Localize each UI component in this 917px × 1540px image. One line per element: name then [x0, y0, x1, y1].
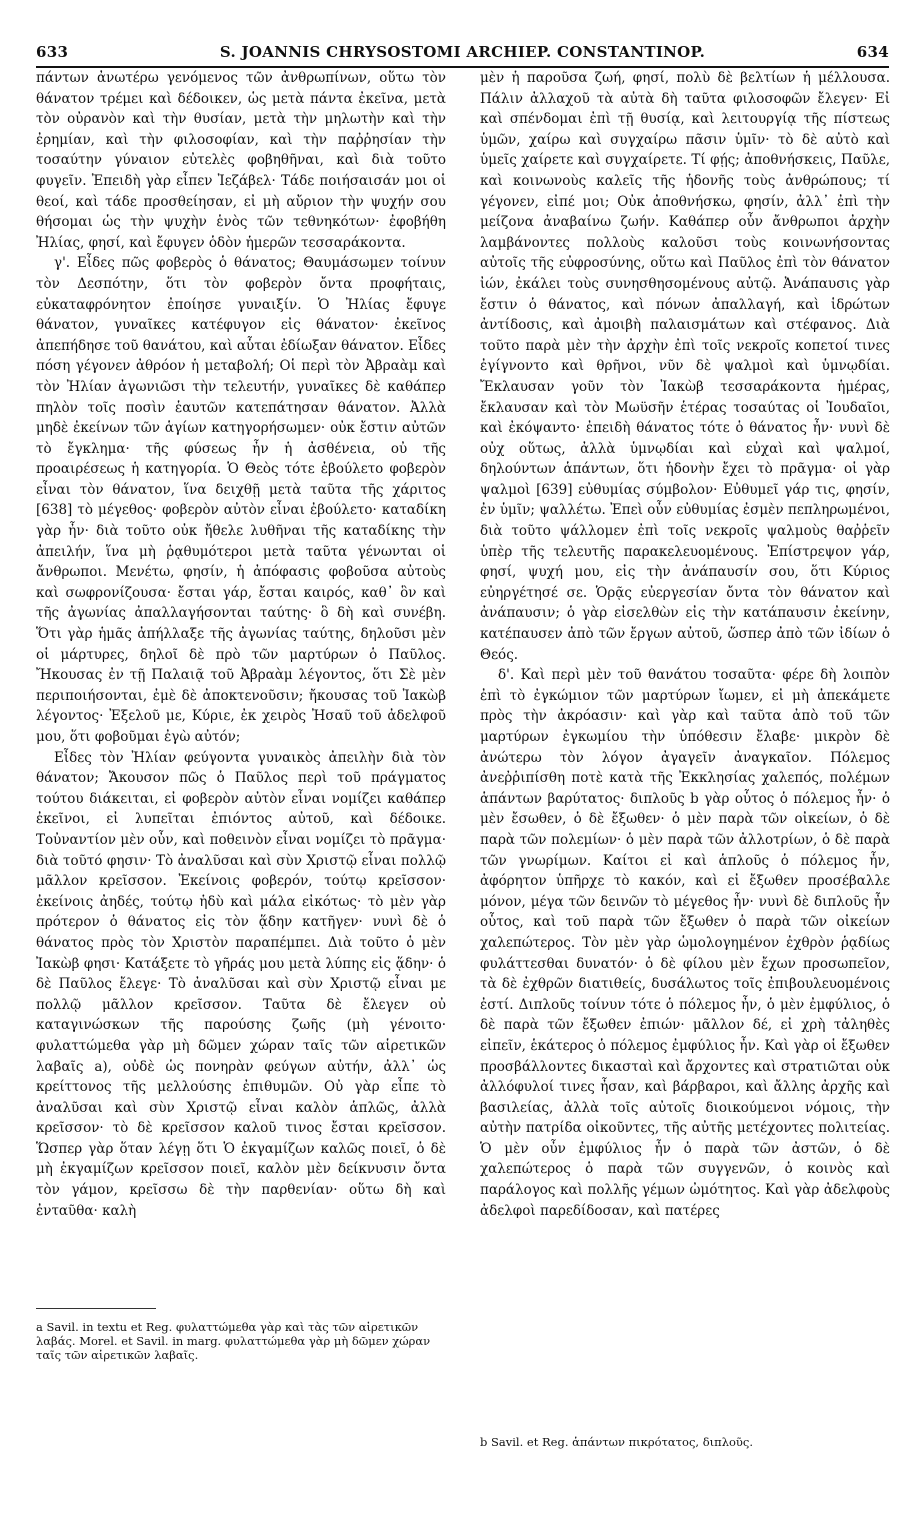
right-column: [480, 68, 890, 1221]
running-header: [36, 40, 889, 64]
page-number-right: 634: [856, 43, 889, 61]
page-number-left: 633: [36, 43, 69, 61]
footnote-rule: [36, 1308, 156, 1309]
footnote-a: a Savil. in textu et Reg. φυλαττώμεθα γὰρ καὶ τὰς τῶν αἱρετικῶν λαβάς. Morel. et Savil. in marg. φυλαττώμεθα γὰρ μὴ δῶμεν χώραν ταῖς τῶν αἱρετικῶν λαβαῖς.: [36, 1320, 431, 1362]
running-title: S. JOANNIS CHRYSOSTOMI ARCHIEP. CONSTANTINOP.: [219, 43, 706, 61]
footnote-b: b Savil. et Reg. ἁπάντων πικρότατος, διπλοῦς.: [480, 1435, 753, 1449]
right-paragraph-2: δ'. Καὶ περὶ μὲν τοῦ θανάτου τοσαῦτα· φέρε δὴ λοιπὸν ἐπὶ τὸ ἐγκώμιον τῶν μαρτύρων ἴωμεν, εἰ μὴ ἀπεκάμετε πρὸς τὴν ἀκρόασιν· καὶ γὰρ καὶ ταῦτα ἀπὸ τοῦ τῶν μαρτύρων ἐγκωμίου τὴν ὑπόθεσιν ἔλαβε· μικρὸν δὲ ἀνώτερω τὸν λόγον ἀγαγεῖν ἀναγκαῖον. Πόλεμος ἀνεῤῥιπίσθη ποτὲ κατὰ τῆς Ἐκκλησίας χαλεπός, πολέμων ἁπάντων βαρύτατος· διπλοῦς b γὰρ οὗτος ὁ πόλεμος ἦν· ὁ μὲν ἔσωθεν, ὁ δὲ ἔξωθεν· ὁ μὲν παρὰ τῶν οἰκείων, ὁ δὲ παρὰ τῶν πολεμίων· ὁ μὲν παρὰ τῶν ἀλλοτρίων, ὁ δὲ παρὰ τῶν γνωρίμων. Καίτοι εἰ καὶ ἁπλοῦς ὁ πόλεμος ἦν, ἀφόρητον ὑπῆρχε τὸ κακόν, καὶ εἰ ἔξωθεν προσέβαλλε μόνον, μέγα τῶν δεινῶν τὸ μέγεθος ἦν· νυνὶ δὲ διπλοῦς ἦν οὗτος, καὶ τοῦ παρὰ τῶν ἔξωθεν ὁ παρὰ τῶν οἰκείων χαλεπώτερος. Τὸν μὲν γὰρ ὡμολογημένον ἐχθρὸν ῥᾳδίως φυλάττεσθαι δυνατόν· ὁ δὲ φίλου μὲν ἔχων προσωπεῖον, τὰ δὲ ἐχθρῶν διατιθείς, δυσάλωτος τοῖς ἐπιβουλευομένοις ἐστί. Διπλοῦς τοίνυν τότε ὁ πόλεμος ἦν, ὁ μὲν ἐμφύλιος, ὁ δὲ παρὰ τῶν ἔξωθεν ἐπιών· μᾶλλον δέ, εἰ χρὴ τἀληθὲς εἰπεῖν, ἑκάτερος ὁ πόλεμος ἐμφύλιος ἦν. Καὶ γὰρ οἱ ἔξωθεν προσβάλλοντες δικασταὶ καὶ ἄρχοντες καὶ στρατιῶται οὐκ ἀλλόφυλοί τινες ἦσαν, καὶ βάρβαροι, καὶ ἄλλης ἀρχῆς καὶ βασιλείας, ἀλλὰ τοῖς αὐτοῖς διοικούμενοι νόμοις, τὴν αὐτὴν πατρίδα οἰκοῦντες, τῆς αὐτῆς μετέχοντες πολιτείας. Ὁ μὲν οὖν ἐμφύλιος ἦν ὁ παρὰ τῶν ἀστῶν, ὁ δὲ χαλεπώτερος ὁ παρὰ τῶν συγγενῶν, ὁ κοινὸς καὶ παράλογος καὶ πολλῆς γέμων ὠμότητος. Καὶ γὰρ ἀδελφοὺς ἀδελφοὶ παρεδίδοσαν, καὶ πατέρες: [480, 667, 890, 1219]
left-column: [36, 68, 446, 1221]
right-paragraph-1: μὲν ἡ παροῦσα ζωή, φησί, πολὺ δὲ βελτίων ἡ μέλλουσα. Πάλιν ἀλλαχοῦ τὰ αὐτὰ δὴ ταῦτα φιλοσοφῶν ἔλεγεν· Εἰ καὶ σπένδομαι ἐπὶ τῇ θυσίᾳ, καὶ λειτουργίᾳ τῆς πίστεως ὑμῶν, χαίρω καὶ συγχαίρω πᾶσιν ὑμῖν· τὸ δὲ αὐτὸ καὶ ὑμεῖς χαίρετε καὶ συγχαίρετε. Τί φῄς; ἀποθνήσκεις, Παῦλε, καὶ κοινωνοὺς καλεῖς τῆς ἡδονῆς τοὺς ἀνθρώπους; τί γέγονεν, εἰπέ μοι; Οὐκ ἀποθνήσκω, φησίν, ἀλλ᾽ ἐπὶ τὴν μείζονα ἀναβαίνω ζωήν. Καθάπερ οὖν ἄνθρωποι ἀρχὴν λαμβάνοντες πολλοὺς καλοῦσι τοὺς κοινωνήσοντας αὐτοῖς τῆς εὐφροσύνης, οὕτω καὶ Παῦλος ἐπὶ τὸν θάνατον ἰών, ἐκάλει τοὺς συνησθησομένους αὐτῷ. Ἀνάπαυσις γὰρ ἔστιν ὁ θάνατος, καὶ πόνων ἀπαλλαγή, καὶ ἱδρώτων ἀντίδοσις, καὶ ἀμοιβὴ παλαισμάτων καὶ στέφανος. Διὰ τοῦτο παρὰ μὲν τὴν ἀρχὴν ἐπὶ τοῖς νεκροῖς κοπετοί τινες ἐγίγνοντο καὶ θρῆνοι, νῦν δὲ ψαλμοὶ καὶ ὑμνῳδίαι. Ἔκλαυσαν γοῦν τὸν Ἰακὼβ τεσσαράκοντα ἡμέρας, ἔκλαυσαν καὶ τὸν Μωϋσῆν ἑτέρας τοσαύτας οἱ Ἰουδαῖοι, καὶ ἐκόψαντο· ἐπειδὴ θάνατος τότε ὁ θάνατος ἦν· νυνὶ δὲ οὐχ οὕτως, ἀλλὰ ὑμνῳδίαι καὶ εὐχαὶ καὶ ψαλμοί, δηλούντων ἁπάντων, ὅτι ἡδονὴν ἔχει τὸ πρᾶγμα· οἱ γὰρ ψαλμοὶ [639] εὐθυμίας σύμβολον· Εὐθυμεῖ γάρ τις, φησίν, ἐν ὑμῖν; ψαλλέτω. Ἐπεὶ οὖν εὐθυμίας ἐσμὲν πεπληρωμένοι, διὰ τοῦτο ψάλλομεν ἐπὶ τοῖς νεκροῖς ψαλμοὺς θαῤῥεῖν ὑπὲρ τῆς τελευτῆς παρακελευομένους. Ἐπίστρεψον γάρ, φησί, ψυχή μου, εἰς τὴν ἀνάπαυσίν σου, ὅτι Κύριος εὐηργέτησέ σε. Ὁρᾷς εὐεργεσίαν ὄντα τὸν θάνατον καὶ ἀνάπαυσιν; ὁ γὰρ εἰσελθὼν εἰς τὴν κατάπαυσιν ἐκείνην, κατέπαυσεν ἀπὸ τῶν ἔργων αὐτοῦ, ὥσπερ ἀπὸ τῶν ἰδίων ὁ Θεός.: [480, 70, 890, 663]
left-paragraph-2: γ'. Εἶδες πῶς φοβερὸς ὁ θάνατος; Θαυμάσωμεν τοίνυν τὸν Δεσπότην, ὅτι τὸν φοβερὸν ὄντα προφήταις, εὐκαταφρόνητον ἐποίησε γυναιξίν. Ὁ Ἠλίας ἔφυγε θάνατον, γυναῖκες κατέφυγον εἰς θάνατον· ἐκεῖνος ἀπεπήδησε τοῦ θανάτου, καὶ αὗται ἐδίωξαν θάνατον. Εἶδες πόση γέγονεν ἀθρόον ἡ μεταβολή; Οἱ περὶ τὸν Ἀβραὰμ καὶ τὸν Ἠλίαν ἀγωνιῶσι τὴν τελευτήν, γυναῖκες δὲ καθάπερ πηλὸν τοῖς ποσὶν ἑαυτῶν κατεπάτησαν θάνατον. Ἀλλὰ μηδὲ ἐκείνων τῶν ἁγίων κατηγορήσωμεν· οὐκ ἔστιν αὐτῶν τὸ ἔγκλημα· τῆς φύσεως ἦν ἡ ἀσθένεια, οὐ τῆς προαιρέσεως ἡ κατηγορία. Ὁ Θεὸς τότε ἐβούλετο φοβερὸν εἶναι τὸν θάνατον, ἵνα δειχθῇ μετὰ ταῦτα τῆς χάριτος [638] τὸ μέγεθος· φοβερὸν αὐτὸν εἶναι ἐβούλετο· καταδίκη γὰρ ἦν· διὰ τοῦτο οὐκ ἤθελε λυθῆναι τῆς καταδίκης τὴν ἀπειλήν, ἵνα μὴ ῥᾳθυμότεροι μετὰ ταῦτα γένωνται οἱ ἄνθρωποι. Μενέτω, φησίν, ἡ ἀπόφασις φοβοῦσα αὐτοὺς καὶ σωφρονίζουσα· ἔσται γάρ, ἔσται καιρός, καθ᾽ ὃν καὶ τῆς ἀγωνίας ἀπαλλαγήσονται ταύτης· ὃ δὴ καὶ συνέβη. Ὅτι γὰρ ἡμᾶς ἀπήλλαξε τῆς ἀγωνίας ταύτης, δηλοῦσι μὲν οἱ μάρτυρες, δηλοῖ δὲ πρὸ τῶν μαρτύρων ὁ Παῦλος. Ἤκουσας ἐν τῇ Παλαιᾷ τοῦ Ἀβραὰμ λέγοντος, ὅτι Σὲ μὲν περιποιήσονται, ἐμὲ δὲ ἀποκτενοῦσιν; ἤκουσας τοῦ Ἰακὼβ λέγοντος· Ἐξελοῦ με, Κύριε, ἐκ χειρὸς Ἠσαῦ τοῦ ἀδελφοῦ μου, ὅτι φοβοῦμαι ἐγὼ αὐτόν;: [36, 255, 446, 745]
left-paragraph-1: πάντων ἀνωτέρω γενόμενος τῶν ἀνθρωπίνων, οὕτω τὸν θάνατον τρέμει καὶ δέδοικεν, ὡς μετὰ πάντα ἐκεῖνα, μετὰ τὸν οὐρανὸν καὶ τὴν θυσίαν, μετὰ τὴν μηλωτὴν καὶ τὴν ἐρημίαν, καὶ τὴν φιλοσοφίαν, καὶ τὴν παῤῥησίαν τὴν τοσαύτην γύναιον εὐτελὲς φοβηθῆναι, καὶ διὰ τοῦτο φυγεῖν. Ἐπειδὴ γὰρ εἶπεν Ἰεζάβελ· Τάδε ποιήσαισάν μοι οἱ θεοί, καὶ τάδε προσθείησαν, εἰ μὴ αὔριον τὴν ψυχήν σου θήσομαι ὡς τὴν ψυχὴν ἑνὸς τῶν τεθνηκότων· ἐφοβήθη Ἠλίας, φησί, καὶ ἔφυγεν ὁδὸν ἡμερῶν τεσσαράκοντα.: [36, 70, 446, 251]
left-paragraph-3: Εἶδες τὸν Ἠλίαν φεύγοντα γυναικὸς ἀπειλὴν διὰ τὸν θάνατον; Ἄκουσον πῶς ὁ Παῦλος περὶ τοῦ πράγματος τούτου διάκειται, εἰ φοβερὸν αὐτὸν εἶναι νομίζει καθάπερ ἐκεῖνοι, εἰ λυπεῖται ἐπιόντος αὐτοῦ, καὶ δέδοικε. Τοὐναντίον μὲν οὖν, καὶ ποθεινὸν εἶναι νομίζει τὸ πρᾶγμα· διὰ τοῦτό φησιν· Τὸ ἀναλῦσαι καὶ σὺν Χριστῷ εἶναι πολλῷ μᾶλλον κρεῖσσον. Ἐκείνοις φοβερόν, τούτῳ κρεῖσσον· ἐκείνοις ἀηδές, τούτῳ ἡδὺ καὶ μάλα εἰκότως· τὸ μὲν γὰρ πρότερον ὁ θάνατος εἰς τὸν ᾅδην κατῆγεν· νυνὶ δὲ ὁ θάνατος πρὸς τὸν Χριστὸν παραπέμπει. Διὰ τοῦτο ὁ μὲν Ἰακὼβ φησι· Κατάξετε τὸ γῆράς μου μετὰ λύπης εἰς ᾅδην· ὁ δὲ Παῦλος ἔλεγε· Τὸ ἀναλῦσαι καὶ σὺν Χριστῷ εἶναι με πολλῷ μᾶλλον κρεῖσσον. Ταῦτα δὲ ἔλεγεν οὐ καταγινώσκων τῆς παρούσης ζωῆς (μὴ γένοιτο· φυλαττώμεθα γὰρ μὴ δῶμεν χώραν ταῖς τῶν αἱρετικῶν λαβαῖς a), οὐδὲ ὡς πονηρὰν φεύγων αὐτήν, ἀλλ᾽ ὡς κρείττονος τῆς μελλούσης ἐπιθυμῶν. Οὐ γὰρ εἶπε τὸ ἀναλῦσαι καὶ σὺν Χριστῷ εἶναι καλὸν ἁπλῶς, ἀλλὰ κρεῖσσον· τὸ δὲ κρεῖσσον καλοῦ τινος ἔσται κρεῖσσον. Ὥσπερ γὰρ ὅταν λέγῃ ὅτι Ὁ ἐκγαμίζων καλῶς ποιεῖ, ὁ δὲ μὴ ἐκγαμίζων κρεῖσσον ποιεῖ, καλὸν μὲν δείκνυσιν ὄντα τὸν γάμον, κρεῖσσω δὲ τὴν παρθενίαν· οὕτω δὴ καὶ ἐνταῦθα· καλὴ: [36, 749, 446, 1219]
